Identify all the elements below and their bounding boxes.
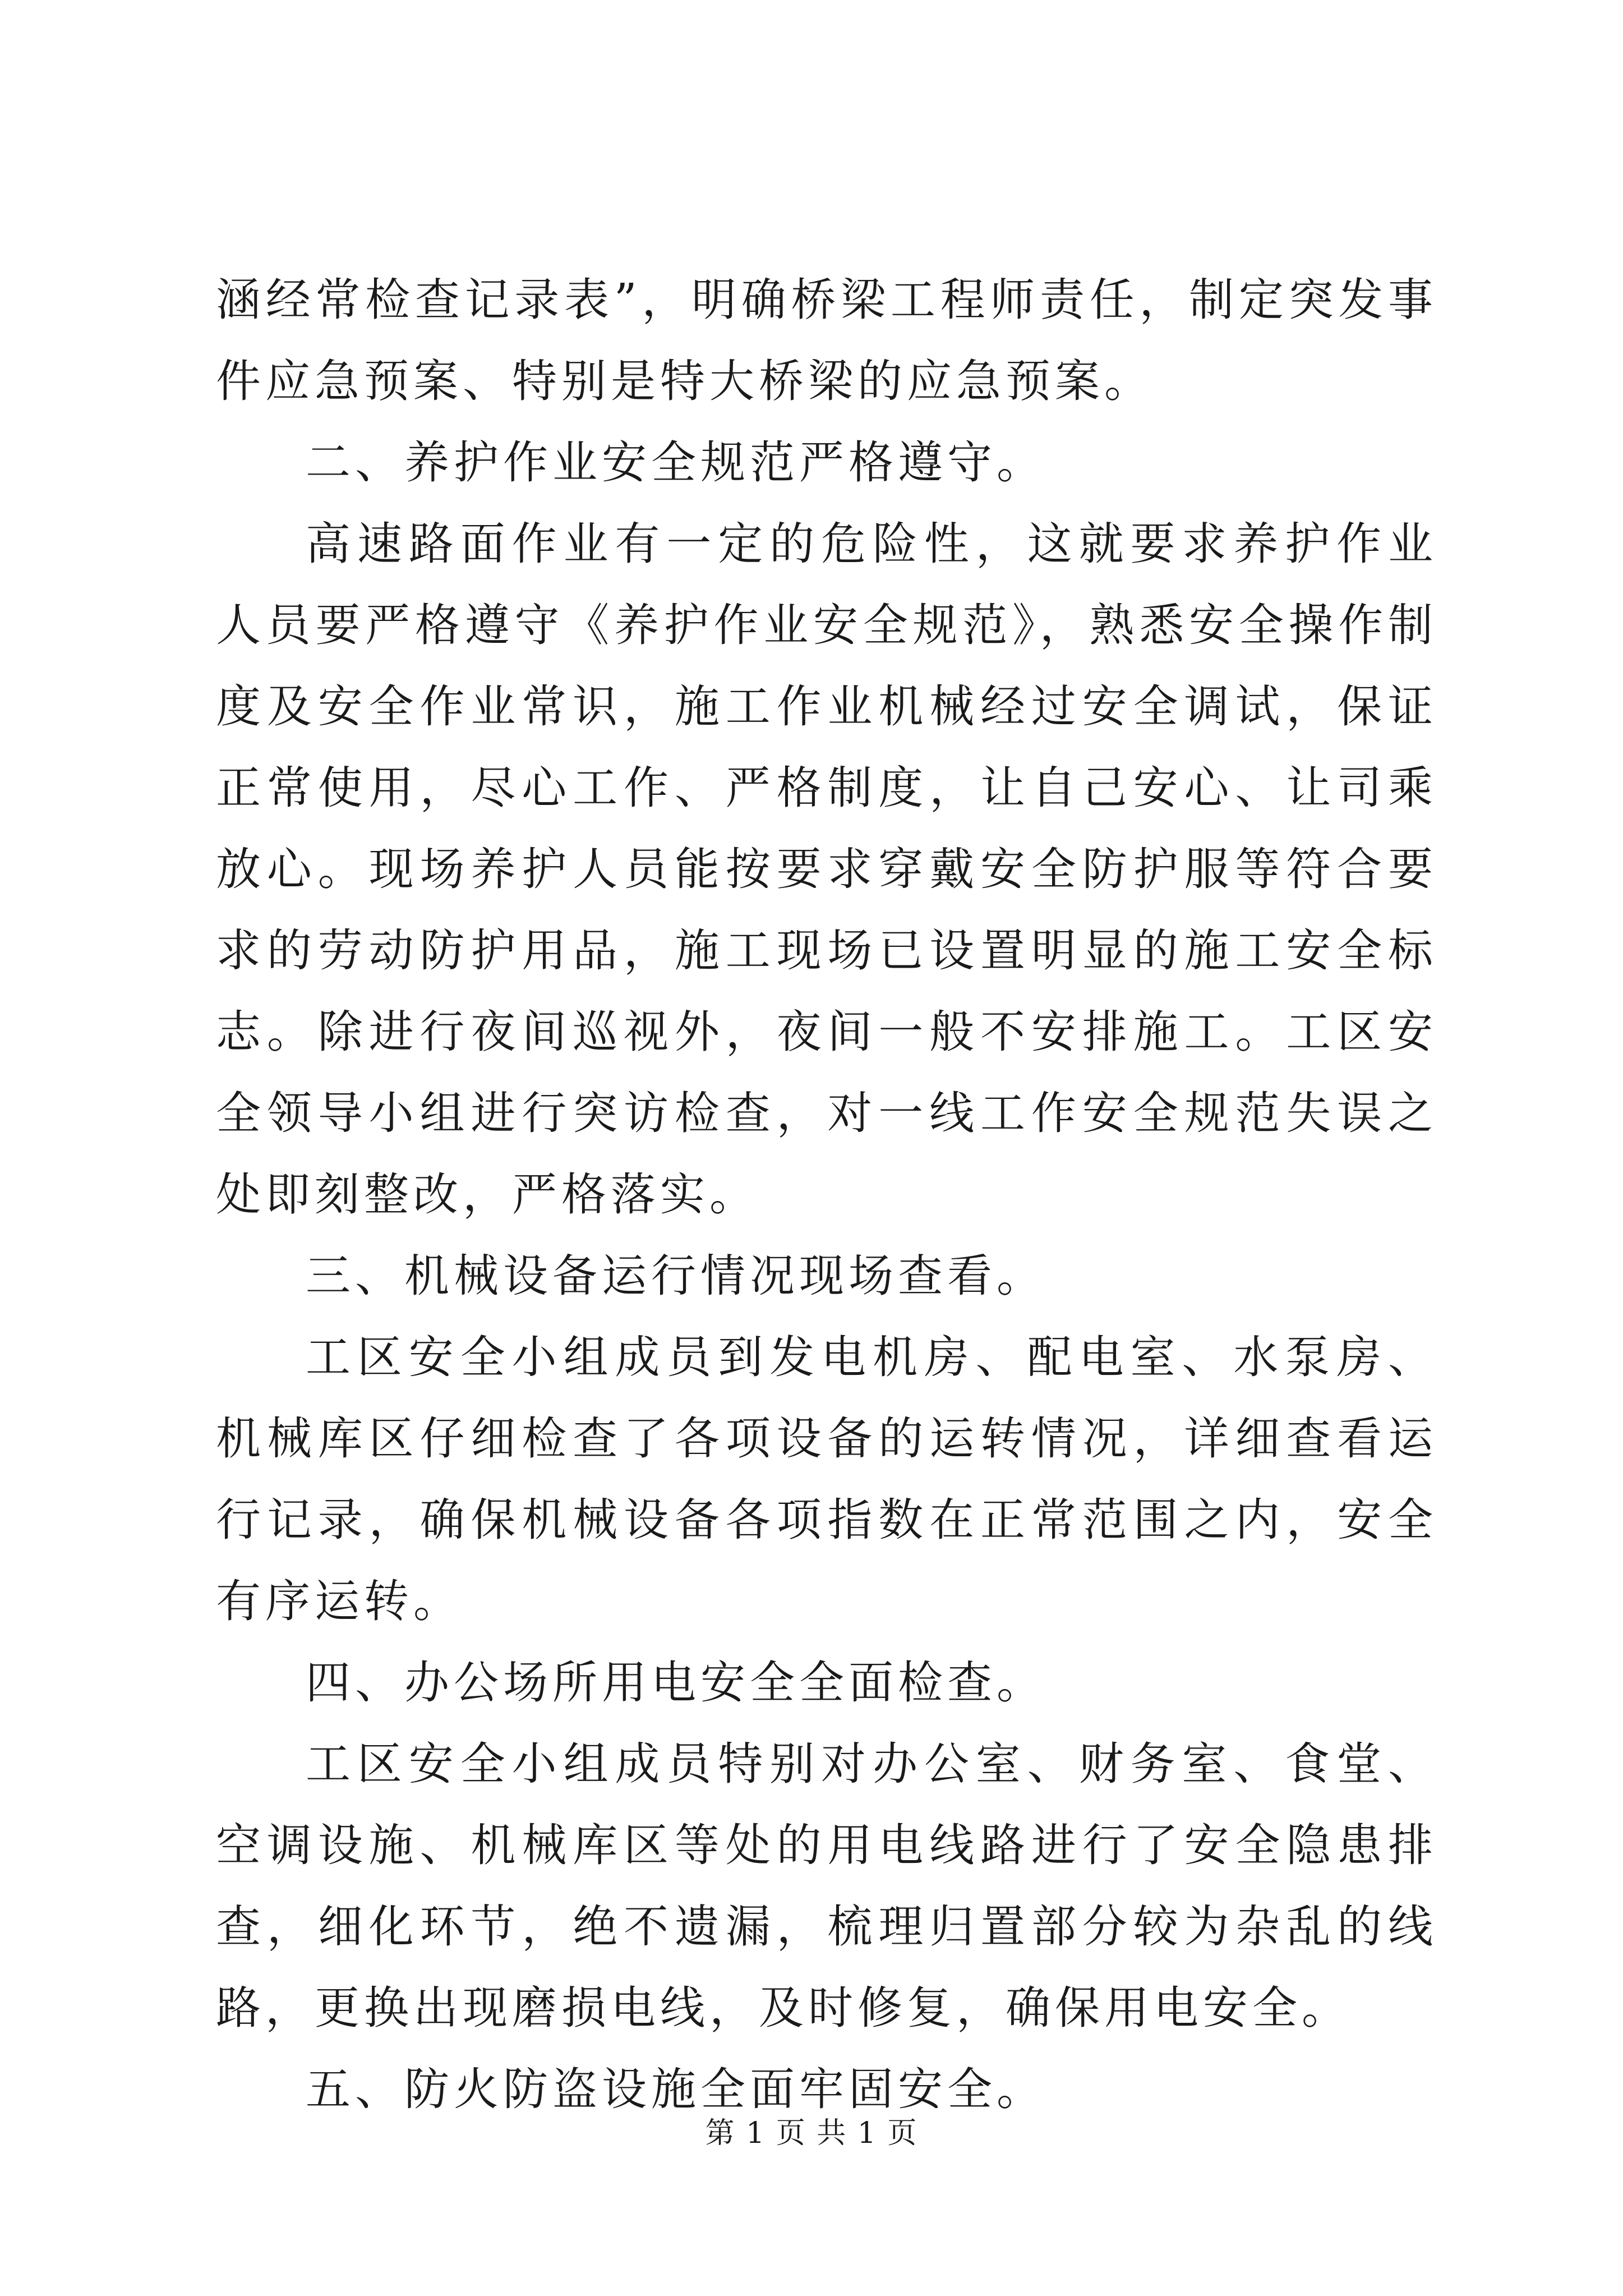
- section-heading-3: 三、机械设备运行情况现场查看。: [306, 1250, 1046, 1302]
- paragraph-electrical-check: 工区安全小组成员特别对办公室、财务室、食堂、空调设施、机械库区等处的用电线路进行了安全隐患排查，细化环节，绝不遗漏，梳理归置部分较为杂乱的线路，更换出现磨损电线，及时修复，确保用电安全。: [216, 1738, 1437, 2034]
- section-heading-2: 二、养护作业安全规范严格遵守。: [306, 436, 1046, 489]
- section-heading-5: 五、防火防盗设施全面牢固安全。: [306, 2063, 1046, 2115]
- paragraph-equipment-check: 工区安全小组成员到发电机房、配电室、水泵房、机械库区仔细检查了各项设备的运转情况，详细查看运行记录，确保机械设备各项指数在正常范围之内，安全有序运转。: [216, 1331, 1437, 1627]
- paragraph-maintenance-safety: 高速路面作业有一定的危险性，这就要求养护作业人员要严格遵守《养护作业安全规范》，熟悉安全操作制度及安全作业常识，施工作业机械经过安全调试，保证正常使用，尽心工作、严格制度，让自己安心、让司乘放心。现场养护人员能按要求穿戴安全防护服等符合要求的劳动防护用品，施工现场已设置明显的施工安全标志。除进行夜间巡视外，夜间一般不安排施工。工区安全领导小组进行突访检查，对一线工作安全规范失误之处即刻整改，严格落实。: [216, 518, 1437, 1221]
- section-heading-4: 四、办公场所用电安全全面检查。: [306, 1657, 1046, 1709]
- paragraph-continuation: 涵经常检查记录表”，明确桥梁工程师责任，制定突发事件应急预案、特别是特大桥梁的应急预案。: [216, 274, 1437, 407]
- document-body: [216, 259, 1437, 2130]
- page-footer: 第 1 页 共 1 页: [705, 2116, 918, 2150]
